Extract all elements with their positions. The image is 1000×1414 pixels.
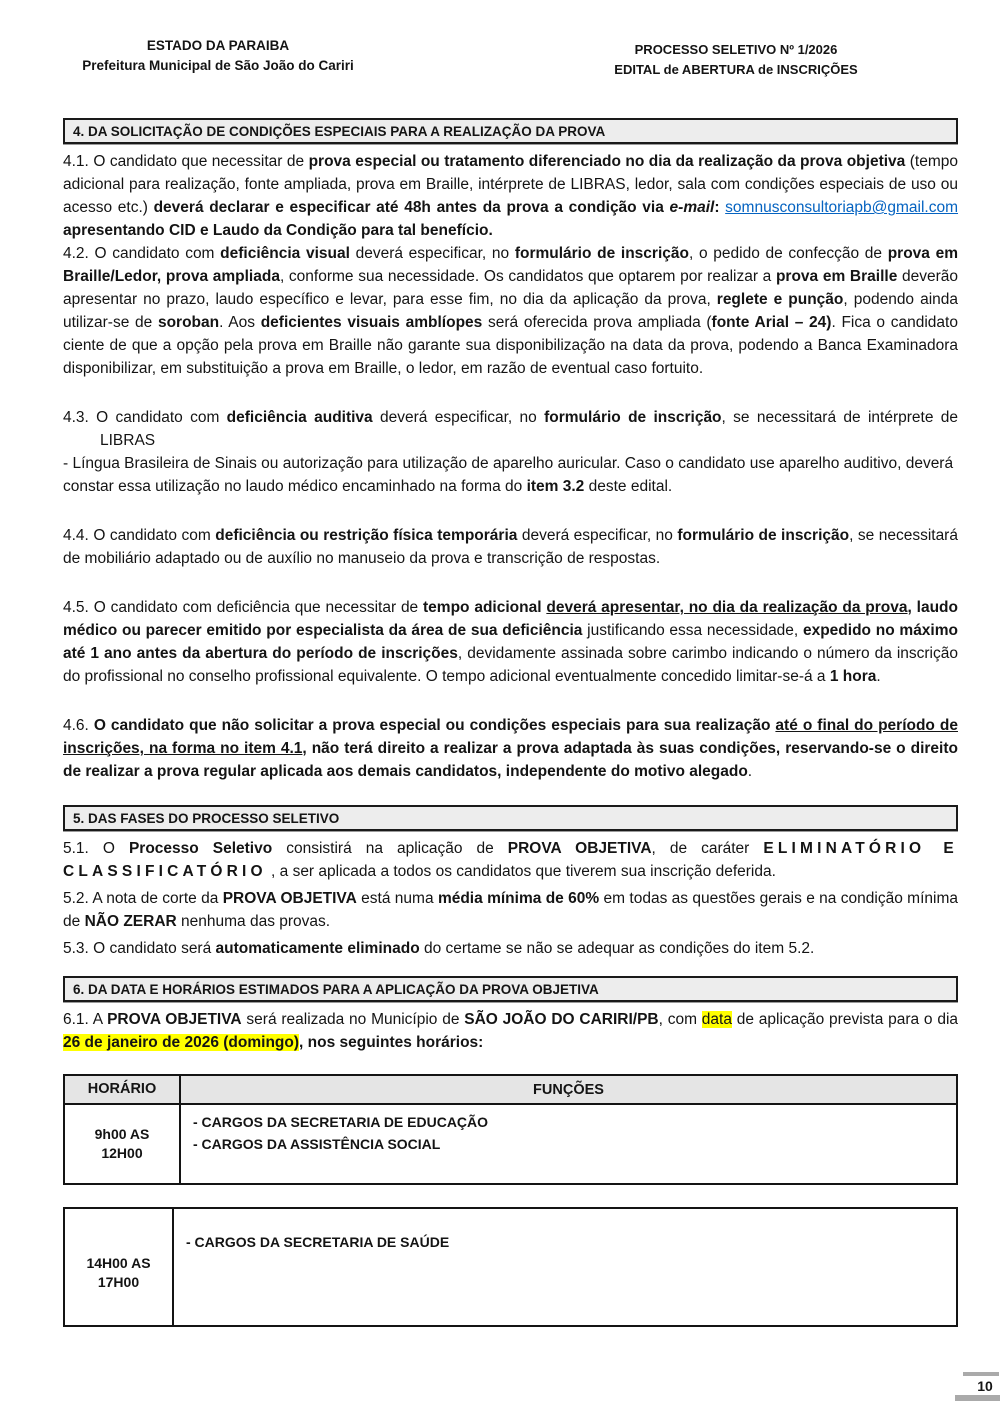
text-run: :	[714, 199, 726, 216]
text-run: soroban	[157, 314, 220, 331]
text-run: em todas as questões gerais e na condição mínima de	[63, 890, 958, 930]
text-run: prova especial ou tratamento diferenciado no dia da realização da prova objetiva	[308, 153, 906, 170]
text-run: 4.5.	[63, 599, 94, 616]
table-row	[64, 1104, 957, 1184]
paragraph	[63, 406, 958, 452]
table-row	[64, 1208, 957, 1326]
text-run: deverá especificar, no	[372, 409, 545, 426]
time-line: 14H00 AS	[86, 1254, 151, 1271]
functions-cell	[173, 1208, 957, 1326]
text-run: até o final do período de inscrições, na forma no item 4.1	[63, 717, 958, 757]
text-run: , conforme sua necessidade. Os candidatos que optarem por realizar a	[279, 268, 776, 285]
time-cell	[64, 1104, 180, 1184]
text-run: 4.1.	[63, 153, 94, 170]
text-run: .	[747, 763, 753, 780]
text-run: , com	[658, 1011, 702, 1028]
text-run: A	[92, 1011, 108, 1028]
text-run: deverá especificar, no	[349, 245, 515, 262]
text-run: LIBRAS	[100, 432, 156, 449]
text-run: , nos seguintes horários:	[299, 1034, 484, 1051]
text-run: prova em Braille	[775, 268, 898, 285]
text-run: O candidato com	[94, 245, 221, 262]
paragraph	[63, 150, 958, 242]
section-special-conditions	[63, 118, 958, 783]
text-run: SÃO JOÃO DO CARIRI/PB	[464, 1011, 659, 1028]
section-4-body	[63, 150, 958, 783]
text-run: O	[102, 840, 129, 857]
text-run: , se necessitará de intérprete de	[721, 409, 958, 426]
text-run: deficiência ou restrição física temporária	[215, 527, 518, 544]
text-run: 5.2.	[63, 890, 93, 907]
section-6-title: 6. DA DATA E HORÁRIOS ESTIMADOS PARA A APLICAÇÃO DA PROVA OBJETIVA	[63, 976, 958, 1002]
text-run: prova em Braille/Ledor, prova ampliada	[63, 245, 958, 285]
page-number-value: 10	[977, 1378, 993, 1394]
text-run: NÃO ZERAR	[84, 913, 177, 930]
text-run: deficiência visual	[220, 245, 350, 262]
text-run: 4.6.	[63, 717, 94, 734]
text-run: O candidato que necessitar de	[93, 153, 309, 170]
table-header-row	[64, 1075, 957, 1104]
text-run: O candidato com	[96, 409, 227, 426]
email-link[interactable]: somnusconsultoriapb@gmail.com	[725, 199, 959, 216]
text-run: deverá declarar e especificar até 48h antes da prova a condição via	[153, 199, 670, 216]
text-run: laudo médico ou parecer emitido por especialista da área de sua deficiência	[63, 599, 958, 639]
text-run: 4.4.	[63, 527, 94, 544]
time-line: 12H00	[101, 1145, 143, 1161]
function-line: - CARGOS DA SECRETARIA DE EDUCAÇÃO	[193, 1114, 489, 1130]
text-run: está numa	[356, 890, 438, 907]
text-run: 6.1.	[63, 1011, 93, 1028]
text-run: consistirá na aplicação de	[272, 840, 508, 857]
state-name: ESTADO DA PARAIBA	[146, 38, 290, 53]
paragraph	[63, 524, 958, 570]
funcoes-column-header: FUNÇÕES	[180, 1075, 957, 1104]
text-run: , de caráter	[651, 840, 764, 857]
text-run: automaticamente eliminado	[215, 940, 420, 957]
org-header	[68, 36, 368, 76]
text-run: será realizada no Município de	[241, 1011, 465, 1028]
text-run: 1 hora	[829, 668, 877, 685]
text-run: item 3.2	[526, 478, 585, 495]
page-number-border-bottom	[955, 1395, 1000, 1401]
text-run: PROVA OBJETIVA	[507, 840, 652, 857]
functions-cell	[180, 1104, 957, 1184]
text-run: , podendo ainda utilizar-se de	[63, 291, 958, 331]
function-line: - CARGOS DA ASSISTÊNCIA SOCIAL	[193, 1136, 441, 1152]
text-run: do certame se não se adequar as condições do item 5.2.	[419, 940, 815, 957]
paragraph	[63, 714, 958, 783]
text-run: O candidato com	[93, 527, 216, 544]
paragraph	[63, 1008, 958, 1054]
text-run: A nota de corte da	[92, 890, 223, 907]
text-run: , se necessitará de mobiliário adaptado ou de auxílio no manuseio da prova e transcrição de respostas.	[63, 527, 958, 567]
text-run: média mínima de 60%	[437, 890, 600, 907]
document-content	[63, 118, 958, 1327]
text-run: . Fica o candidato ciente de que a opção pela prova em Braille não garante sua disponibilização na data da prova, podendo a Banca Examinadora disponibilizar, em substituição a prova em Braille, o ledor, em razão de eventual caso fortuito.	[63, 314, 958, 377]
process-header	[585, 40, 887, 80]
text-run: justificando essa necessidade,	[582, 622, 803, 639]
text-run: fonte Arial – 24)	[711, 314, 832, 331]
time-line: 17H00	[97, 1273, 140, 1290]
page-number	[955, 1372, 1000, 1401]
text-run: expedido no máximo até 1 ano antes da abertura do período de inscrições	[63, 622, 958, 662]
text-run: formulário de inscrição	[514, 245, 689, 262]
horario-column-header: HORÁRIO	[64, 1075, 180, 1104]
text-run: , o pedido de confecção de	[688, 245, 888, 262]
text-run: 26 de janeiro de 2026 (domingo)	[63, 1034, 300, 1051]
text-run: O candidato com deficiência que necessitar de	[93, 599, 424, 616]
section-phases	[63, 805, 958, 960]
text-run: deficiência auditiva	[226, 409, 373, 426]
text-run: PROVA OBJETIVA	[222, 890, 357, 907]
text-run: O candidato que não solicitar a prova especial ou condições especiais para sua realização	[93, 717, 776, 734]
section-5-title: 5. DAS FASES DO PROCESSO SELETIVO	[63, 805, 958, 831]
text-run: - Língua Brasileira de Sinais ou autorização para utilização de aparelho auricular. Caso o candidato use aparelho auditivo, deverá constar essa utilização no laudo médico encaminhado na forma do	[63, 455, 954, 495]
text-run: deficientes visuais amblíopes	[260, 314, 483, 331]
text-run: deverá apresentar, no dia da realização da prova,	[546, 599, 912, 616]
municipality-name: Prefeitura Municipal de São João do Cariri	[82, 58, 354, 73]
text-run: deste edital.	[584, 478, 673, 495]
paragraph	[63, 596, 958, 688]
text-run: nenhuma das provas.	[176, 913, 331, 930]
section-4-title: 4. DA SOLICITAÇÃO DE CONDIÇÕES ESPECIAIS PARA A REALIZAÇÃO DA PROVA	[63, 118, 958, 144]
text-run: reglete e punção	[716, 291, 844, 308]
text-run: . Aos	[219, 314, 261, 331]
text-run: , a ser aplicada a todos os candidatos que tiverem sua inscrição deferida.	[266, 863, 776, 880]
text-run: O candidato será	[93, 940, 216, 957]
text-run: data	[701, 1011, 732, 1028]
schedule-table-morning	[63, 1074, 958, 1185]
text-run: de aplicação prevista para o dia	[731, 1011, 959, 1028]
text-run: formulário de inscrição	[677, 527, 850, 544]
text-run: .	[876, 668, 881, 685]
edital-title: EDITAL de ABERTURA de INSCRIÇÕES	[614, 62, 858, 77]
paragraph	[63, 837, 958, 883]
text-run: 5.3.	[63, 940, 94, 957]
time-cell	[64, 1208, 173, 1326]
text-run: deverão apresentar no prazo, laudo específico e levar, para esse fim, no dia da aplicação da prova,	[63, 268, 958, 308]
text-run: 4.3.	[63, 409, 97, 426]
time-line: 9h00 AS	[94, 1126, 150, 1142]
paragraph	[63, 452, 958, 498]
text-run: e-mail	[669, 199, 715, 216]
schedule-table-afternoon	[63, 1207, 958, 1327]
paragraph	[63, 887, 958, 933]
section-date-times	[63, 976, 958, 1054]
text-run: 5.1.	[63, 840, 103, 857]
process-title: PROCESSO SELETIVO Nº 1/2026	[634, 42, 838, 57]
paragraph	[63, 937, 958, 960]
text-run: PROVA OBJETIVA	[107, 1011, 242, 1028]
text-run: , devidamente assinada sobre carimbo indicando o número da inscrição do profissional no conselho profissional equivalente. O tempo adicional eventualmente concedido limitar-se-á a	[63, 645, 958, 685]
paragraph	[63, 242, 958, 380]
text-run: tempo adicional	[423, 599, 547, 616]
text-run: Processo Seletivo	[128, 840, 273, 857]
function-line: - CARGOS DA SECRETARIA DE SAÚDE	[186, 1234, 450, 1250]
text-run: deverá especificar, no	[517, 527, 678, 544]
text-run: formulário de inscrição	[544, 409, 722, 426]
text-run: será oferecida prova ampliada (	[482, 314, 712, 331]
section-6-body	[63, 1008, 958, 1054]
text-run: (tempo adicional para realização, fonte ampliada, prova em Braille, intérprete de LIBRAS, ledor, sala com condições especiais de uso ou acesso etc.)	[63, 153, 958, 216]
text-run: apresentando CID e Laudo da Condição para tal benefício.	[63, 222, 493, 239]
text-run: 4.2.	[63, 245, 95, 262]
section-5-body	[63, 837, 958, 960]
text-run: , não terá direito a realizar a prova adaptada às suas condições, reservando-se o direito de realizar a prova regular aplicada aos demais candidatos, independente do motivo alegado	[63, 740, 958, 780]
text-run: ELIMINATÓRIO E CLASSIFICATÓRIO	[63, 840, 958, 880]
